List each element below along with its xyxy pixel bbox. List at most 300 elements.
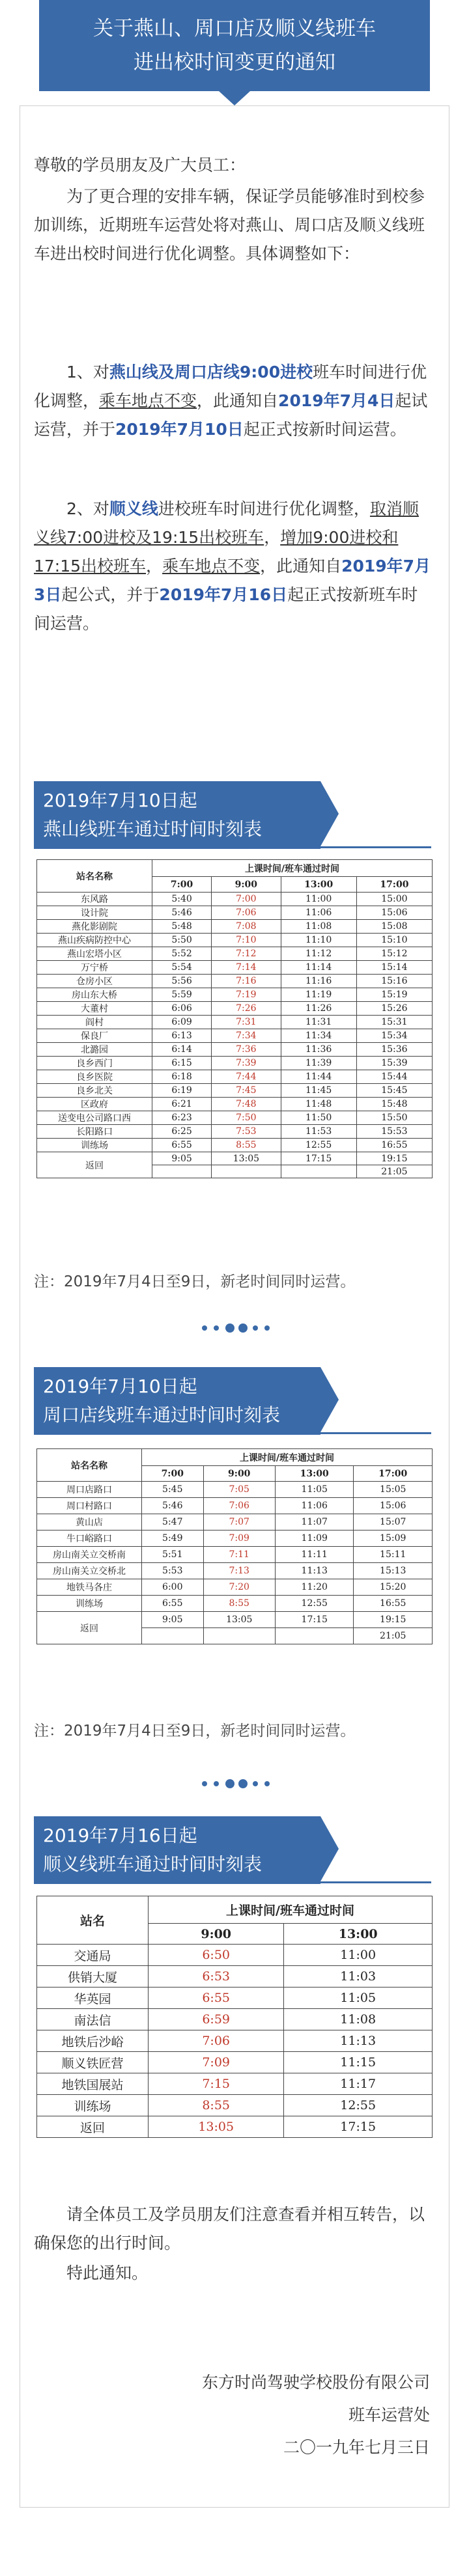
item1-paragraph <box>34 358 431 444</box>
return-time: 19:15 <box>354 1612 433 1628</box>
time-cell: 7:19 <box>212 988 281 1002</box>
time-cell: 7:26 <box>212 1002 281 1016</box>
time-cell: 15:09 <box>354 1530 433 1547</box>
table-row <box>37 1057 433 1070</box>
stop-name-cell: 北潞园 <box>37 1043 152 1057</box>
stop-name-cell: 顺义铁匠营 <box>37 2052 149 2073</box>
time-cell: 7:11 <box>203 1547 275 1563</box>
item2-date-formal: 2019年7月16日 <box>159 585 288 604</box>
table-row <box>37 1098 433 1111</box>
time-cell: 6:09 <box>152 1016 212 1029</box>
time-cell: 15:20 <box>354 1579 433 1596</box>
time-cell: 15:44 <box>356 1070 432 1084</box>
section-separator-dots <box>182 1322 287 1335</box>
time-cell: 6:19 <box>152 1084 212 1098</box>
zhoukoudian-section-title: 周口店线班车通过时间时刻表 <box>43 1404 281 1426</box>
time-cell: 8:55 <box>212 1139 281 1152</box>
time-column-header: 13:00 <box>284 1924 433 1945</box>
time-cell: 12:55 <box>275 1596 354 1612</box>
item2-add-note: 增加9:00进校和17:15出校班车 <box>34 528 399 575</box>
time-cell: 11:39 <box>281 1057 356 1070</box>
stop-name-cell: 燕山疾病防控中心 <box>37 934 152 947</box>
table-row <box>37 906 433 920</box>
section-header-chevron <box>320 1816 339 1881</box>
stop-name-cell: 返回 <box>37 2116 149 2138</box>
item2-route: 顺义线 <box>109 499 158 518</box>
notice-card <box>20 105 449 2508</box>
time-cell: 8:55 <box>149 2095 284 2116</box>
item2-text: ， <box>264 528 281 547</box>
notice-title-line2: 进出校时间变更的通知 <box>134 51 335 74</box>
time-cell: 15:53 <box>356 1125 432 1139</box>
time-cell: 15:00 <box>356 893 432 906</box>
return-time: 21:05 <box>356 1165 432 1178</box>
item1-text: 班车时间进行优化调整， <box>34 363 427 410</box>
yanshan-section-title: 燕山线班车通过时间时刻表 <box>43 818 263 840</box>
table-row <box>37 1139 433 1152</box>
item1-stop-note: 乘车地点不变 <box>99 391 197 410</box>
item2-text: ，此通知自 <box>260 557 342 575</box>
time-cell: 15:07 <box>354 1514 433 1530</box>
time-cell: 7:36 <box>212 1043 281 1057</box>
separator-dot <box>253 1325 258 1331</box>
item1-text: 1、对 <box>66 363 109 381</box>
time-cell: 7:09 <box>149 2052 284 2073</box>
time-cell: 11:07 <box>275 1514 354 1530</box>
stop-name-cell: 保良厂 <box>37 1029 152 1043</box>
time-cell: 6:23 <box>152 1111 212 1125</box>
separator-dot <box>264 1781 270 1786</box>
zhoukoudian-section-date: 2019年7月10日起 <box>43 1376 197 1397</box>
time-cell: 6:59 <box>149 2009 284 2030</box>
time-cell: 13:05 <box>149 2116 284 2138</box>
time-cell: 6:13 <box>152 1029 212 1043</box>
table-row <box>37 988 433 1002</box>
time-cell: 15:06 <box>354 1498 433 1514</box>
separator-dot <box>264 1325 270 1331</box>
signature-department: 班车运营处 <box>348 2405 430 2424</box>
time-cell: 5:48 <box>152 920 212 934</box>
table-row <box>37 2009 433 2030</box>
time-cell: 11:44 <box>281 1070 356 1084</box>
time-cell: 11:50 <box>281 1111 356 1125</box>
time-cell: 5:50 <box>152 934 212 947</box>
stop-column-header: 站名名称 <box>37 860 152 893</box>
item1-route: 燕山线及周口店线9:00进校 <box>109 363 313 381</box>
table-row <box>37 1084 433 1098</box>
table-row <box>37 947 433 961</box>
time-cell: 15:11 <box>354 1547 433 1563</box>
time-cell: 15:45 <box>356 1084 432 1098</box>
time-column-header: 17:00 <box>356 877 432 893</box>
table-row <box>37 1945 433 1966</box>
time-cell: 7:00 <box>212 893 281 906</box>
time-cell: 7:44 <box>212 1070 281 1084</box>
table-row <box>37 920 433 934</box>
time-cell: 11:17 <box>284 2073 433 2095</box>
return-time: 19:15 <box>356 1152 432 1165</box>
zhoukoudian-note: 注：2019年7月4日至9日，新老时间同时运营。 <box>34 1723 356 1739</box>
greeting: 尊敬的学员朋友及广大员工： <box>34 156 246 174</box>
time-group-header: 上课时间/班车通过时间 <box>149 1896 433 1924</box>
time-cell: 15:12 <box>356 947 432 961</box>
return-label: 返回 <box>37 1152 152 1178</box>
time-cell: 7:06 <box>212 906 281 920</box>
yanshan-section-header <box>34 781 320 849</box>
time-cell: 5:46 <box>152 906 212 920</box>
return-time <box>275 1628 354 1644</box>
time-cell: 6:21 <box>152 1098 212 1111</box>
table-row <box>37 1563 433 1579</box>
time-cell: 5:53 <box>142 1563 204 1579</box>
time-cell: 6:25 <box>152 1125 212 1139</box>
item1-text: ，此通知自 <box>197 391 279 410</box>
time-cell: 15:19 <box>356 988 432 1002</box>
time-cell: 7:06 <box>203 1498 275 1514</box>
return-time: 17:15 <box>281 1152 356 1165</box>
time-cell: 11:34 <box>281 1029 356 1043</box>
table-row <box>37 1002 433 1016</box>
return-time <box>281 1165 356 1178</box>
section-divider <box>34 846 431 848</box>
table-row <box>37 1547 433 1563</box>
return-time <box>152 1165 212 1178</box>
time-cell: 11:16 <box>281 975 356 988</box>
table-row <box>37 2116 433 2138</box>
stop-name-cell: 交通局 <box>37 1945 149 1966</box>
time-cell: 11:00 <box>281 893 356 906</box>
notice-title-line1: 关于燕山、周口店及顺义线班车 <box>93 17 376 40</box>
closing-paragraph: 请全体员工及学员朋友们注意查看并相互转告，以确保您的出行时间。 <box>34 2205 425 2252</box>
time-cell: 11:15 <box>284 2052 433 2073</box>
section-header-chevron <box>320 1367 339 1432</box>
stop-name-cell: 房山南关立交桥南 <box>37 1547 142 1563</box>
time-cell: 11:36 <box>281 1043 356 1057</box>
stop-name-cell: 牛口峪路口 <box>37 1530 142 1547</box>
time-cell: 15:14 <box>356 961 432 975</box>
table-row <box>37 1029 433 1043</box>
zhoukoudian-timetable <box>36 1448 433 1644</box>
time-cell: 11:09 <box>275 1530 354 1547</box>
table-row <box>37 1482 433 1498</box>
time-cell: 11:20 <box>275 1579 354 1596</box>
time-cell: 15:08 <box>356 920 432 934</box>
time-cell: 11:53 <box>281 1125 356 1139</box>
return-time: 13:05 <box>212 1152 281 1165</box>
time-cell: 17:15 <box>284 2116 433 2138</box>
item1-text: 起试运营，并于 <box>34 391 428 439</box>
time-cell: 5:52 <box>152 947 212 961</box>
signature-company: 东方时尚驾驶学校股份有限公司 <box>201 2373 430 2392</box>
time-cell: 15:16 <box>356 975 432 988</box>
time-column-header: 13:00 <box>281 877 356 893</box>
item2-paragraph <box>34 495 431 638</box>
time-cell: 7:48 <box>212 1098 281 1111</box>
time-column-header: 9:00 <box>212 877 281 893</box>
time-column-header: 9:00 <box>149 1924 284 1945</box>
time-cell: 15:05 <box>354 1482 433 1498</box>
stop-name-cell: 地铁后沙峪 <box>37 2030 149 2052</box>
time-cell: 7:12 <box>212 947 281 961</box>
time-cell: 11:48 <box>281 1098 356 1111</box>
stop-name-cell: 良乡医院 <box>37 1070 152 1084</box>
time-cell: 15:36 <box>356 1043 432 1057</box>
time-cell: 11:13 <box>284 2030 433 2052</box>
table-row <box>37 2052 433 2073</box>
time-cell: 15:48 <box>356 1098 432 1111</box>
table-row <box>37 1530 433 1547</box>
stop-name-cell: 地铁马各庄 <box>37 1579 142 1596</box>
notice-title-banner <box>39 0 430 91</box>
stop-name-cell: 东风路 <box>37 893 152 906</box>
time-cell: 11:45 <box>281 1084 356 1098</box>
yanshan-timetable <box>36 859 433 1178</box>
zhoukoudian-section-header <box>34 1367 320 1435</box>
time-cell: 7:06 <box>149 2030 284 2052</box>
separator-dot <box>253 1781 258 1786</box>
time-cell: 11:08 <box>284 2009 433 2030</box>
time-cell: 7:13 <box>203 1563 275 1579</box>
time-cell: 5:47 <box>142 1514 204 1530</box>
time-cell: 5:51 <box>142 1547 204 1563</box>
time-cell: 7:07 <box>203 1514 275 1530</box>
time-cell: 6:50 <box>149 1945 284 1966</box>
item2-text: 进校班车时间进行优化调整， <box>158 499 370 518</box>
time-cell: 11:05 <box>275 1482 354 1498</box>
time-cell: 7:20 <box>203 1579 275 1596</box>
time-cell: 12:55 <box>284 2095 433 2116</box>
time-cell: 5:49 <box>142 1530 204 1547</box>
shunyi-section-title: 顺义线班车通过时间时刻表 <box>43 1853 263 1875</box>
stop-name-cell: 供销大厦 <box>37 1966 149 1987</box>
time-cell: 7:34 <box>212 1029 281 1043</box>
return-time: 9:05 <box>142 1612 204 1628</box>
item2-text: 起公式，并于 <box>61 585 160 604</box>
stop-name-cell: 长阳路口 <box>37 1125 152 1139</box>
table-row <box>37 1125 433 1139</box>
time-cell: 6:15 <box>152 1057 212 1070</box>
signature-date: 二〇一九年七月三日 <box>283 2438 430 2457</box>
stop-column-header: 站名名称 <box>37 1449 142 1482</box>
table-row <box>37 2095 433 2116</box>
time-cell: 16:55 <box>356 1139 432 1152</box>
time-cell: 5:40 <box>152 893 212 906</box>
stop-name-cell: 周口村路口 <box>37 1498 142 1514</box>
notice-end: 特此通知。 <box>66 2264 149 2282</box>
return-time: 17:15 <box>275 1612 354 1628</box>
separator-dot <box>202 1325 207 1331</box>
section-divider <box>34 1432 431 1434</box>
time-cell: 15:26 <box>356 1002 432 1016</box>
stop-name-cell: 区政府 <box>37 1098 152 1111</box>
item2-text: 2、对 <box>66 499 109 518</box>
time-cell: 6:53 <box>149 1966 284 1987</box>
table-row <box>37 1514 433 1530</box>
table-row <box>37 2030 433 2052</box>
return-time <box>212 1165 281 1178</box>
time-cell: 7:09 <box>203 1530 275 1547</box>
stop-name-cell: 南法信 <box>37 2009 149 2030</box>
time-cell: 15:39 <box>356 1057 432 1070</box>
time-cell: 11:13 <box>275 1563 354 1579</box>
time-cell: 7:45 <box>212 1084 281 1098</box>
time-cell: 15:06 <box>356 906 432 920</box>
table-row <box>37 893 433 906</box>
intro-paragraph: 为了更合理的安排车辆，保证学员能够准时到校参加训练，近期班车运营处将对燕山、周口店及顺义线班车进出校时间进行优化调整。具体调整如下： <box>34 187 425 263</box>
stop-name-cell: 黄山店 <box>37 1514 142 1530</box>
table-row <box>37 2073 433 2095</box>
stop-name-cell: 华英园 <box>37 1987 149 2009</box>
separator-dot <box>202 1781 207 1786</box>
time-cell: 7:53 <box>212 1125 281 1139</box>
shunyi-section-date: 2019年7月16日起 <box>43 1825 197 1846</box>
stop-name-cell: 周口店路口 <box>37 1482 142 1498</box>
stop-name-cell: 良乡西门 <box>37 1057 152 1070</box>
stop-name-cell: 阎村 <box>37 1016 152 1029</box>
stop-name-cell: 训练场 <box>37 1596 142 1612</box>
section-separator-dots <box>182 1777 287 1790</box>
time-cell: 7:16 <box>212 975 281 988</box>
time-cell: 5:56 <box>152 975 212 988</box>
time-cell: 11:14 <box>281 961 356 975</box>
separator-dot <box>238 1779 248 1788</box>
time-column-header: 9:00 <box>203 1466 275 1482</box>
time-cell: 11:12 <box>281 947 356 961</box>
stop-name-cell: 燕化影剧院 <box>37 920 152 934</box>
shunyi-section-header <box>34 1816 320 1884</box>
stop-name-cell: 良乡北关 <box>37 1084 152 1098</box>
table-row <box>37 1966 433 1987</box>
time-cell: 11:06 <box>275 1498 354 1514</box>
time-group-header: 上课时间/班车通过时间 <box>142 1449 433 1466</box>
time-cell: 11:31 <box>281 1016 356 1029</box>
item1-date-formal: 2019年7月10日 <box>115 420 244 439</box>
yanshan-note: 注：2019年7月4日至9日，新老时间同时运营。 <box>34 1273 356 1290</box>
table-row <box>37 1043 433 1057</box>
item1-date-trial: 2019年7月4日 <box>278 391 395 410</box>
return-time <box>203 1628 275 1644</box>
stop-name-cell: 训练场 <box>37 2095 149 2116</box>
table-row <box>37 1987 433 2009</box>
separator-dot <box>238 1323 248 1333</box>
return-time: 13:05 <box>203 1612 275 1628</box>
time-cell: 15:34 <box>356 1029 432 1043</box>
time-column-header: 7:00 <box>152 877 212 893</box>
item1-text: 起正式按新时间运营。 <box>243 420 406 439</box>
stop-name-cell: 设计院 <box>37 906 152 920</box>
table-row <box>37 1596 433 1612</box>
time-cell: 6:55 <box>149 1987 284 2009</box>
section-divider <box>34 1881 431 1883</box>
time-cell: 6:55 <box>142 1596 204 1612</box>
time-cell: 7:08 <box>212 920 281 934</box>
time-cell: 11:05 <box>284 1987 433 2009</box>
table-row <box>37 934 433 947</box>
separator-dot <box>214 1325 219 1331</box>
separator-dot <box>225 1779 234 1788</box>
item2-text: ， <box>146 557 163 575</box>
time-cell: 7:10 <box>212 934 281 947</box>
time-cell: 11:10 <box>281 934 356 947</box>
time-cell: 8:55 <box>203 1596 275 1612</box>
time-cell: 15:31 <box>356 1016 432 1029</box>
shunyi-timetable <box>36 1896 433 2138</box>
time-cell: 7:31 <box>212 1016 281 1029</box>
table-row <box>37 1016 433 1029</box>
time-cell: 7:14 <box>212 961 281 975</box>
time-column-header: 7:00 <box>142 1466 204 1482</box>
time-cell: 15:13 <box>354 1563 433 1579</box>
item2-stop-note: 乘车地点不变 <box>162 557 261 575</box>
return-label: 返回 <box>37 1612 142 1644</box>
stop-name-cell: 训练场 <box>37 1139 152 1152</box>
table-row <box>37 1070 433 1084</box>
stop-name-cell: 燕山宏塔小区 <box>37 947 152 961</box>
time-cell: 11:08 <box>281 920 356 934</box>
time-cell: 16:55 <box>354 1596 433 1612</box>
stop-name-cell: 房山东大桥 <box>37 988 152 1002</box>
table-row <box>37 1498 433 1514</box>
time-cell: 7:39 <box>212 1057 281 1070</box>
item2-date-publish: 2019年7月3日 <box>34 557 431 604</box>
time-cell: 6:18 <box>152 1070 212 1084</box>
time-cell: 11:19 <box>281 988 356 1002</box>
time-cell: 15:50 <box>356 1111 432 1125</box>
time-cell: 11:26 <box>281 1002 356 1016</box>
return-time: 9:05 <box>152 1152 212 1165</box>
time-cell: 11:00 <box>284 1945 433 1966</box>
time-cell: 11:11 <box>275 1547 354 1563</box>
item2-cancel-note: 取消顺义线7:00进校及19:15出校班车 <box>34 499 419 547</box>
banner-pointer <box>219 91 250 105</box>
stop-name-cell: 仓房小区 <box>37 975 152 988</box>
table-row <box>37 961 433 975</box>
time-cell: 6:55 <box>152 1139 212 1152</box>
table-row <box>37 975 433 988</box>
time-group-header: 上课时间/班车通过时间 <box>152 860 433 877</box>
time-cell: 11:03 <box>284 1966 433 1987</box>
time-cell: 11:06 <box>281 906 356 920</box>
time-cell: 6:14 <box>152 1043 212 1057</box>
return-time: 21:05 <box>354 1628 433 1644</box>
time-cell: 15:10 <box>356 934 432 947</box>
stop-name-cell: 万宁桥 <box>37 961 152 975</box>
time-cell: 5:54 <box>152 961 212 975</box>
time-cell: 7:50 <box>212 1111 281 1125</box>
return-time <box>142 1628 204 1644</box>
time-cell: 5:46 <box>142 1498 204 1514</box>
time-cell: 5:59 <box>152 988 212 1002</box>
table-row <box>37 1579 433 1596</box>
stop-column-header: 站名 <box>37 1896 149 1945</box>
time-cell: 5:45 <box>142 1482 204 1498</box>
time-cell: 7:05 <box>203 1482 275 1498</box>
time-column-header: 13:00 <box>275 1466 354 1482</box>
table-row <box>37 1111 433 1125</box>
time-cell: 7:15 <box>149 2073 284 2095</box>
stop-name-cell: 大董村 <box>37 1002 152 1016</box>
stop-name-cell: 地铁国展站 <box>37 2073 149 2095</box>
item2-text: 起正式按新班车时间运营。 <box>34 585 418 633</box>
time-cell: 6:06 <box>152 1002 212 1016</box>
time-column-header: 17:00 <box>354 1466 433 1482</box>
time-cell: 12:55 <box>281 1139 356 1152</box>
separator-dot <box>225 1323 234 1333</box>
section-header-chevron <box>320 781 339 846</box>
time-cell: 6:00 <box>142 1579 204 1596</box>
yanshan-section-date: 2019年7月10日起 <box>43 790 197 811</box>
separator-dot <box>214 1781 219 1786</box>
